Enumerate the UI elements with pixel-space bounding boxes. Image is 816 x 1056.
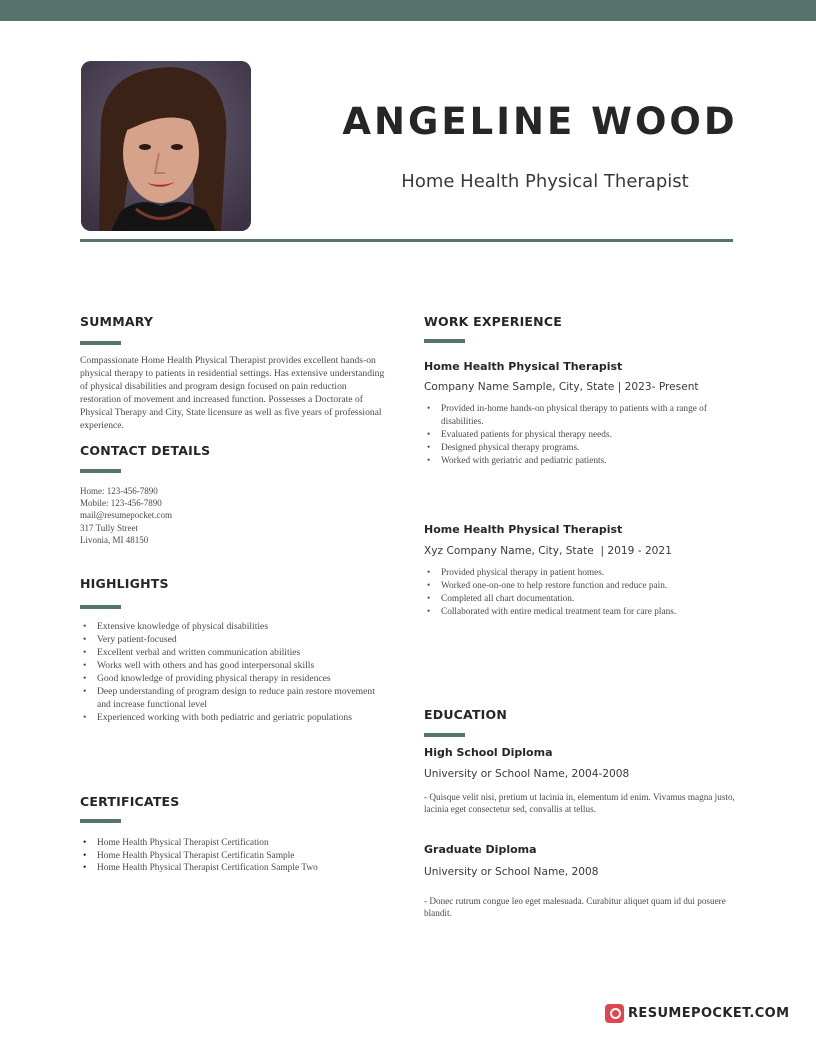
job-bullets <box>424 567 744 619</box>
list-item: • Worked with geriatric and pediatric patients. <box>424 455 734 468</box>
contact-email: mail@resumepocket.com <box>80 510 173 521</box>
job-company: Company Name Sample, City, State | 2023- Present <box>424 381 699 393</box>
job-bullets <box>424 403 734 468</box>
list-item: • Home Health Physical Therapist Certification Sample Two <box>80 862 380 875</box>
list-item: • Home Health Physical Therapist Certificatin Sample <box>80 850 380 863</box>
candidate-name: ANGELINE WOOD <box>342 100 738 143</box>
profile-photo <box>81 61 251 231</box>
list-item: • Extensive knowledge of physical disabilities <box>80 620 380 633</box>
list-item: • Provided in-home hands-on physical therapy to patients with a range of disabilities. <box>424 403 734 429</box>
work-heading: WORK EXPERIENCE <box>424 314 562 329</box>
highlights-heading: HIGHLIGHTS <box>80 576 169 591</box>
candidate-title: Home Health Physical Therapist <box>401 171 689 192</box>
list-item: • Experienced working with both pediatric and geriatric populations <box>80 711 380 724</box>
summary-heading: SUMMARY <box>80 314 154 329</box>
education-heading: EDUCATION <box>424 707 508 722</box>
certificates-accent <box>80 819 121 823</box>
education-accent <box>424 733 465 737</box>
top-accent-bar <box>0 0 816 21</box>
list-item: • Worked one-on-one to help restore function and reduce pain. <box>424 580 744 593</box>
list-item: • Deep understanding of program design to reduce pain restore movement and increase functional level <box>80 685 380 711</box>
job-title: Home Health Physical Therapist <box>424 360 623 373</box>
summary-text: Compassionate Home Health Physical Therapist provides excellent hands-on physical therapy to patients in residential settings. Has extensive understanding of physical disabilities and program design focused on pain reduction restoration of movement and increased function. Possesses a Doctorate of Physical Therapy and City, State licensure as well as five years of professional experience. <box>80 355 385 431</box>
resumepocket-logo-icon <box>605 1004 624 1023</box>
header-divider <box>80 239 733 242</box>
contact-details <box>80 485 280 546</box>
contact-accent <box>80 469 121 473</box>
degree-school: University or School Name, 2004-2008 <box>424 768 630 780</box>
list-item: • Collaborated with entire medical treatment team for care plans. <box>424 606 744 619</box>
list-item: • Works well with others and has good interpersonal skills <box>80 659 380 672</box>
contact-city: Livonia, MI 48150 <box>80 534 149 545</box>
list-item: • Evaluated patients for physical therapy needs. <box>424 429 734 442</box>
list-item: • Good knowledge of providing physical therapy in residences <box>80 672 380 685</box>
contact-mobile: Mobile: 123-456-7890 <box>80 498 162 509</box>
degree-note: - Donec rutrum congue leo eget malesuada. Curabitur aliquet quam id dui posuere blandit. <box>424 896 726 919</box>
contact-heading: CONTACT DETAILS <box>80 443 211 458</box>
degree-school: University or School Name, 2008 <box>424 866 599 878</box>
job-company: Xyz Company Name, City, State | 2019 - 2021 <box>424 545 672 557</box>
contact-home: Home: 123-456-7890 <box>80 486 158 496</box>
degree-title: Graduate Diploma <box>424 843 537 856</box>
brand-name: RESUMEPOCKET.COM <box>628 1006 790 1021</box>
summary-accent <box>80 341 121 345</box>
job-title: Home Health Physical Therapist <box>424 523 623 536</box>
list-item: • Designed physical therapy programs. <box>424 442 734 455</box>
work-accent <box>424 339 465 343</box>
highlights-accent <box>80 605 121 609</box>
degree-title: High School Diploma <box>424 746 553 759</box>
list-item: • Provided physical therapy in patient homes. <box>424 567 744 580</box>
degree-note: - Quisque velit nisi, pretium ut lacinia in, elementum id enim. Vivamus magna justo, lacinia eget consectetur sed, convallis at tellus. <box>424 792 735 815</box>
list-item: • Very patient-focused <box>80 633 380 646</box>
list-item: • Completed all chart documentation. <box>424 593 744 606</box>
highlights-list <box>80 620 380 724</box>
certificates-list <box>80 837 380 875</box>
list-item: • Home Health Physical Therapist Certification <box>80 837 380 850</box>
contact-street: 317 Tully Street <box>80 522 139 533</box>
brand-logo <box>605 1004 789 1023</box>
certificates-heading: CERTIFICATES <box>80 794 180 809</box>
list-item: • Excellent verbal and written communication abilities <box>80 646 380 659</box>
